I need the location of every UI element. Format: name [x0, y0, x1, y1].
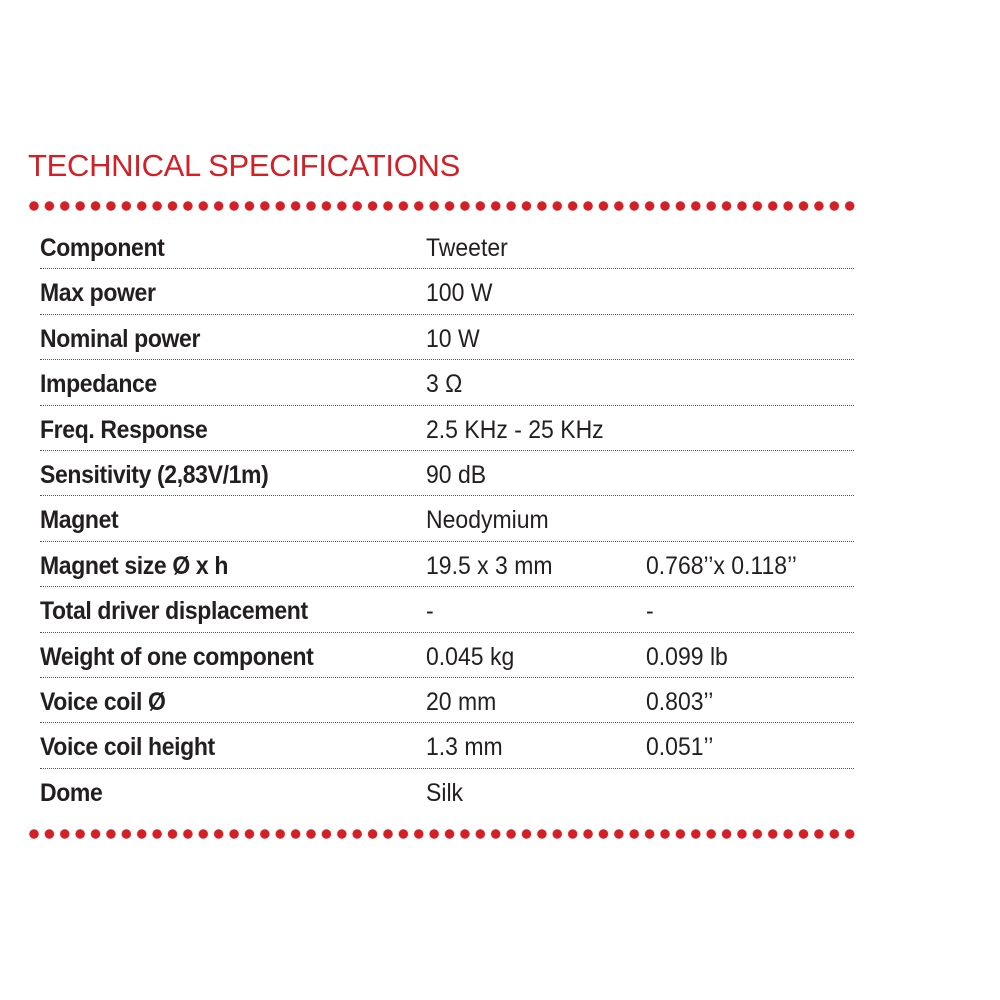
spec-value-imperial: 0.099 lb: [646, 642, 728, 671]
spec-value: 10 W: [426, 324, 480, 353]
spec-value: 0.045 kg: [426, 642, 515, 671]
spec-label: Max power: [40, 279, 156, 308]
spec-row-component: [40, 224, 854, 269]
spec-value: Tweeter: [426, 234, 508, 262]
spec-row-max-power: [40, 269, 854, 314]
spec-label: Weight of one component: [40, 642, 314, 671]
spec-value: -: [426, 597, 434, 626]
spec-row-voice-coil-diameter: [40, 678, 854, 723]
spec-row-weight: [40, 633, 854, 678]
spec-row-nominal-power: [40, 315, 854, 360]
spec-row-voice-coil-height: [40, 723, 854, 768]
spec-value: 1.3 mm: [426, 733, 503, 762]
spec-value-imperial: 0.803’’: [646, 687, 714, 716]
spec-label: Impedance: [40, 370, 157, 399]
spec-row-magnet-size: [40, 542, 854, 587]
spec-value: 20 mm: [426, 687, 497, 716]
spec-row-total-driver-displacement: [40, 587, 854, 632]
spec-label: Freq. Response: [40, 415, 208, 444]
spec-value-imperial: 0.768’’x 0.118’’: [646, 551, 797, 580]
spec-row-dome: [40, 769, 854, 814]
spec-label: Magnet: [40, 506, 119, 535]
spec-label: Component: [40, 234, 165, 262]
spec-row-impedance: [40, 360, 854, 405]
page-title: TECHNICAL SPECIFICATIONS: [28, 148, 461, 183]
spec-value-imperial: -: [646, 597, 654, 626]
spec-value: 2.5 KHz - 25 KHz: [426, 415, 604, 444]
spec-label: Voice coil height: [40, 733, 215, 762]
bottom-dotted-divider: [28, 828, 858, 840]
spec-row-sensitivity: [40, 451, 854, 496]
spec-value: 19.5 x 3 mm: [426, 551, 553, 580]
spec-label: Total driver displacement: [40, 597, 308, 626]
spec-row-magnet: [40, 496, 854, 541]
spec-label: Nominal power: [40, 324, 201, 353]
spec-table: [40, 224, 854, 814]
spec-value: Silk: [426, 778, 464, 807]
spec-value: Neodymium: [426, 506, 549, 535]
spec-label: Magnet size Ø x h: [40, 551, 229, 580]
spec-label: Dome: [40, 778, 103, 807]
spec-value: 3 Ω: [426, 370, 463, 399]
top-dotted-divider: [28, 200, 858, 212]
spec-value: 100 W: [426, 279, 493, 308]
spec-value-imperial: 0.051’’: [646, 733, 714, 762]
spec-row-freq-response: [40, 406, 854, 451]
spec-label: Sensitivity (2,83V/1m): [40, 460, 269, 489]
spec-value: 90 dB: [426, 460, 487, 489]
spec-label: Voice coil Ø: [40, 687, 166, 716]
